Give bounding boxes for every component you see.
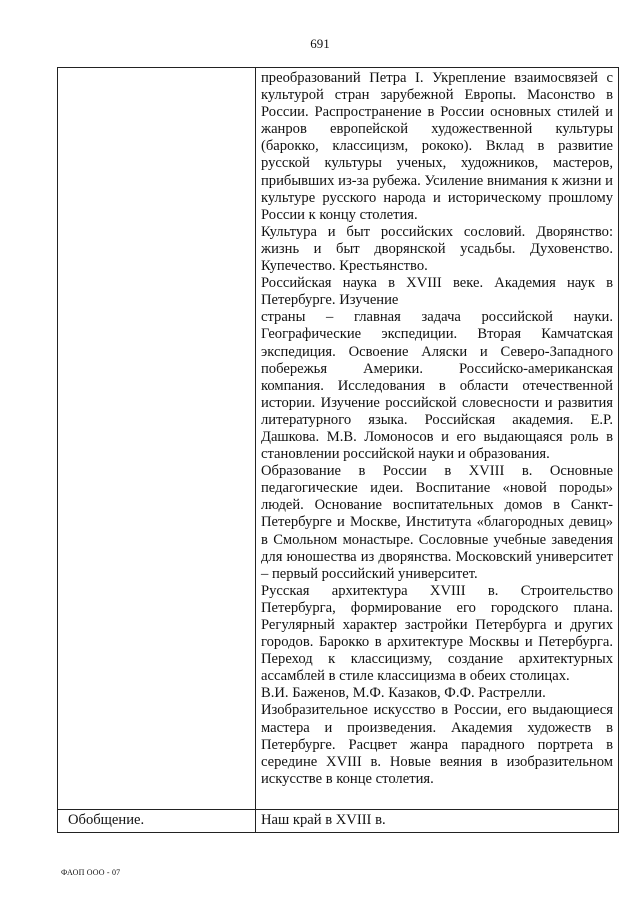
paragraph-architects: В.И. Баженов, М.Ф. Казаков, Ф.Ф. Растрелли.: [261, 685, 546, 702]
paragraph-science-heading: Российская наука в XVIII веке. Академия наук в Петербурге. Изучение: [261, 275, 613, 309]
paragraph-science: страны – главная задача российской науки. Географические экспедиции. Вторая Камчатская экспедиция. Освоение Аляски и Северо-Западного побережья Америки. Российско-американская компания. Исследования в области отечественной истории. Изучение российской словесности и развития литературного языка. Российская академия. Е.Р. Дашкова. М.В. Ломоносов и его выдающаяся роль в становлении российской науки и образования.: [261, 309, 613, 463]
section-label: Обобщение.: [68, 812, 145, 828]
content-text: [256, 68, 618, 788]
curriculum-table: [57, 67, 619, 833]
table-row: [58, 810, 619, 833]
table-cell-content: [256, 68, 619, 810]
table-cell-left: [58, 68, 256, 810]
page-number: 691: [310, 36, 330, 51]
table-row: [58, 68, 619, 810]
paragraph-education: Образование в России в XVIII в. Основные педагогические идеи. Воспитание «новой породы» людей. Основание воспитательных домов в Санкт-Петербурге и Москве, Института «благородных девиц» в Смольном монастыре. Сословные учебные заведения для юношества из дворянства. Московский университет – первый российский университет.: [261, 463, 613, 582]
table-cell-content: [256, 810, 619, 833]
paragraph-fine-arts: Изобразительное искусство в России, его выдающиеся мастера и произведения. Академия художеств в Петербурге. Расцвет жанра парадного портрета в середине XVIII в. Новые веяния в изобразительном искусстве в конце столетия.: [261, 702, 613, 787]
paragraph-architecture: Русская архитектура XVIII в. Строительство Петербурга, формирование его городского плана. Регулярный характер застройки Петербурга и других городов. Барокко в архитектуре Москвы и Петербурга. Переход к классицизму, создание архитектурных ассамблей в стиле классицизма в обеих столицах.: [261, 582, 613, 685]
table-cell-left: [58, 810, 256, 833]
paragraph-estates-culture: Культура и быт российских сословий. Дворянство: жизнь и быт дворянской усадьбы. Духовенство. Купечество. Крестьянство.: [261, 223, 613, 275]
section-topic: Наш край в XVIII в.: [261, 812, 386, 828]
left-cell-text: [58, 68, 255, 70]
paragraph-peter-reforms: преобразований Петра I. Укрепление взаимосвязей с культурой стран зарубежной Европы. Масонство в России. Распространение в России основных стилей и жанров европейской художественной культуры (барокко, классицизм, рококо). Вклад в развитие русской культуры ученых, художников, мастеров, прибывших из-за рубежа. Усиление внимания к жизни и культуре русского народа и историческому прошлому России к концу столетия.: [261, 70, 613, 223]
document-code: ФАОП ООО - 07: [61, 868, 121, 877]
